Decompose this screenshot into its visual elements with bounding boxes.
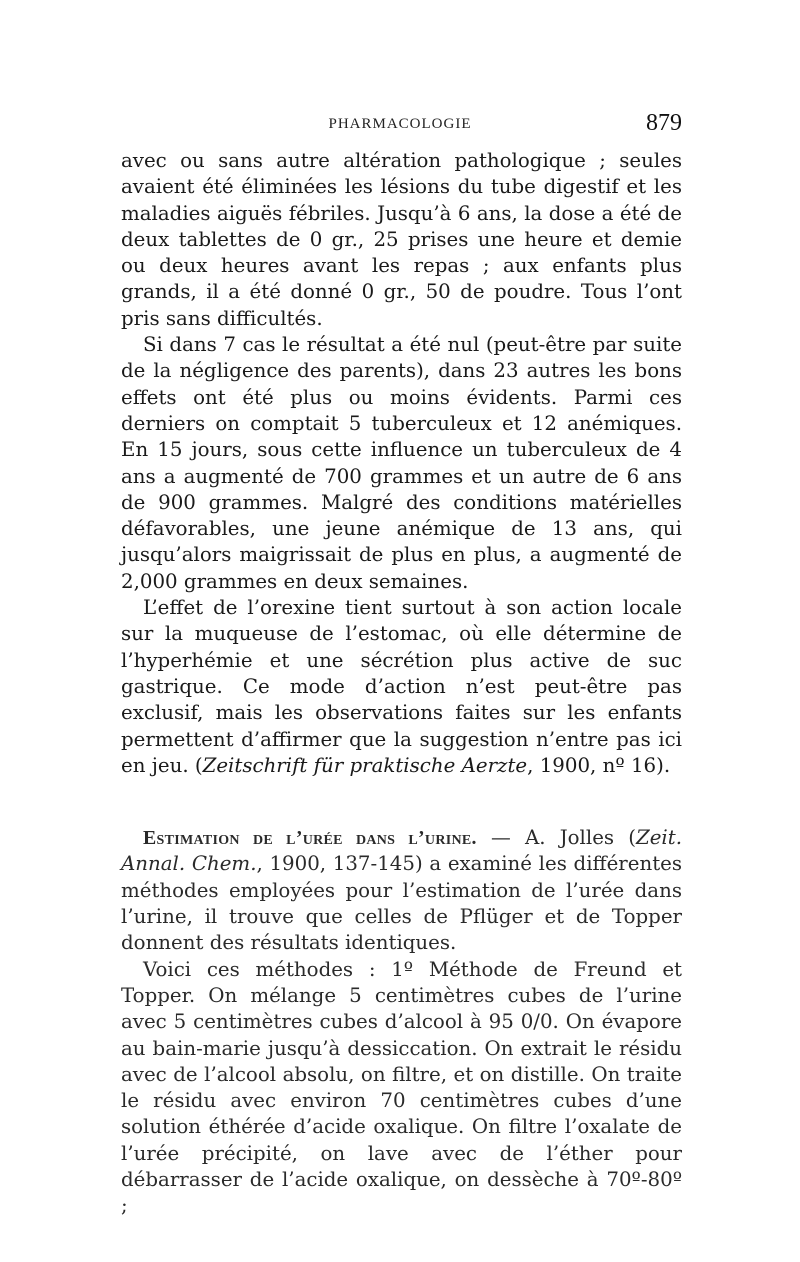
citation-journal: Zeitschrift für praktische Aerzte <box>202 753 528 777</box>
paragraph-orexine <box>121 595 682 779</box>
running-title: PHARMACOLOGIE <box>328 116 472 132</box>
section-uree <box>121 825 682 1219</box>
section-methods: Voici ces méthodes : 1º Méthode de Freund et Topper. On mélange 5 centimètres cubes de l’urine avec 5 centimètres cubes d’alcool à 95 0/0. On évapore au bain-marie jusqu’à dessiccation. On extrait le résidu avec de l’alcool absolu, on filtre, et on distille. On traite le résidu avec environ 70 centimètres cubes d’une solution éthérée d’acide oxalique. On filtre l’oxalate de l’urée précipité, on lave avec de l’éther pour débarrasser de l’acide oxalique, on dessèche à 70º-80º ; <box>121 957 682 1218</box>
section-author: — A. Jolles ( <box>476 826 636 850</box>
paragraph-continued: avec ou sans autre altération pathologique ; seules avaient été éliminées les lésions du tube digestif et les maladies aiguës fébriles. Jusqu’à 6 ans, la dose a été de deux tablettes de 0 gr., 25 prises une heure et demie ou deux heures avant les repas ; aux enfants plus grands, il a été donné 0 gr., 50 de poudre. Tous l’ont pris sans difficultés. <box>121 149 682 330</box>
section-intro-text: , 1900, 137-145) a examiné les différentes méthodes employées pour l’estimation de l’urée dans l’urine, il trouve que celles de Pflüger et de Topper donnent des résultats identiques. <box>121 852 682 955</box>
section-title: Estimation de l’urée dans l’urine. <box>143 827 477 850</box>
running-head <box>0 110 800 142</box>
section-journal: Zeit. Annal. Chem. <box>121 826 682 876</box>
section-intro <box>121 825 682 956</box>
section-gap <box>121 779 682 825</box>
citation-details: , 1900, nº 16). <box>527 753 671 777</box>
page-number: 879 <box>646 110 682 136</box>
paragraph-orexine-text: L’effet de l’orexine tient surtout à son action locale sur la muqueuse de l’estomac, où elle détermine de l’hyperhémie et une sécrétion plus active de suc gastrique. Ce mode d’action n’est peut-être pas exclusif, mais les observations faites sur les enfants permettent d’affirmer que la suggestion n’entre pas ici en jeu. ( <box>121 596 682 777</box>
body-text <box>121 148 682 1220</box>
paragraph-results: Si dans 7 cas le résultat a été nul (peut-être par suite de la négligence des parents), dans 23 autres les bons effets ont été plus ou moins évidents. Parmi ces derniers on comptait 5 tuberculeux et 12 anémiques. En 15 jours, sous cette influence un tuberculeux de 4 ans a augmenté de 700 grammes et un autre de 6 ans de 900 grammes. Malgré des conditions matérielles défavorables, une jeune anémique de 13 ans, qui jusqu’alors maigrissait de plus en plus, a augmenté de 2,000 grammes en deux semaines. <box>121 333 682 593</box>
